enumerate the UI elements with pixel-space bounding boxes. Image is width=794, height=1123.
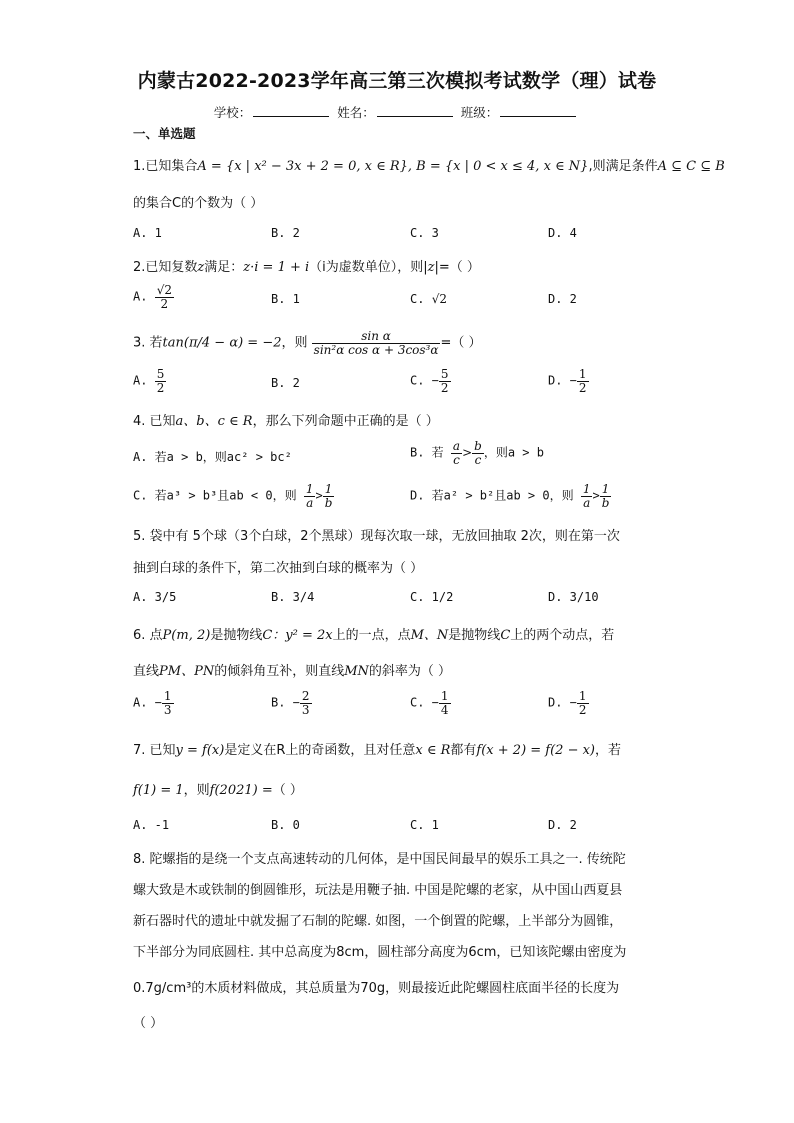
q5-option-d[interactable]: D. 3/10 — [548, 590, 599, 604]
q6-line-mn: MN — [344, 664, 369, 679]
q5-option-a[interactable]: A. 3/5 — [133, 590, 177, 604]
q4-option-b-label: B. 若 — [410, 445, 444, 460]
fraction-numerator: 1 — [305, 482, 314, 496]
fraction-numerator: 1 — [582, 482, 591, 496]
q1-option-b[interactable]: B. 2 — [271, 226, 300, 240]
fraction-numerator: 5 — [440, 367, 449, 381]
q3-option-a-fraction — [155, 368, 167, 394]
question-8-line-2: 螺大致是木或铁制的倒圆锥形，玩法是用鞭子抽. 中国是陀螺的老家，从中国山西夏县 — [133, 883, 623, 898]
q1-text: 1.已知集合 — [133, 159, 198, 174]
q4-option-c[interactable]: C. 若a³ > b³且ab < 0，则 $\frac{1}{a}$ > $\frac{1}{b}$ — [133, 482, 333, 510]
q6-text-i: 的斜率为（ ） — [368, 664, 452, 679]
q6-option-b-fraction — [300, 690, 312, 716]
q6-option-c-label: C. − — [410, 695, 439, 710]
q7-option-d[interactable]: D. 2 — [548, 818, 577, 832]
q2-option-a-label: A. — [133, 289, 148, 304]
fraction-denominator: a — [583, 495, 591, 510]
q3-text-c: =（ ） — [440, 335, 482, 351]
q4-text-b: ，那么下列命题中正确的是（ ） — [252, 414, 439, 429]
class-blank[interactable] — [500, 105, 576, 117]
q6-option-c[interactable] — [410, 690, 451, 716]
q1-option-a[interactable]: A. 1 — [133, 226, 162, 240]
question-1-line-1 — [133, 155, 725, 174]
q4-option-c-frac-2 — [323, 483, 335, 509]
q6-option-d-label: D. − — [548, 695, 577, 710]
q7-text-c: 都有 — [450, 743, 477, 758]
q3-expression — [312, 330, 441, 356]
q5-option-b[interactable]: B. 3/4 — [271, 590, 315, 604]
q6-option-b-label: B. − — [271, 695, 300, 710]
fraction-numerator: b — [474, 439, 482, 453]
q2-text-b: 满足： — [204, 260, 244, 275]
q6-option-b[interactable] — [271, 690, 312, 716]
question-7-line-2 — [133, 779, 303, 798]
fraction-denominator: 2 — [440, 380, 449, 395]
q6-option-a-label: A. − — [133, 695, 162, 710]
fraction-numerator: √2 — [156, 283, 172, 297]
q7-text: 7. 已知 — [133, 743, 176, 758]
q6-c: C — [500, 628, 511, 643]
q2-text: 2.已知复数 — [133, 260, 198, 275]
q6-text-f: 上的两个动点，若 — [510, 628, 615, 643]
q1-sets: A = {x | x² − 3x + 2 = 0, x ∈ R}, B = {x | 0 < x ≤ 4, x ∈ N} — [197, 159, 589, 174]
q2-text-d: |=（ ） — [434, 260, 480, 275]
q7-option-c[interactable]: C. 1 — [410, 818, 439, 832]
question-5-line-2: 抽到白球的条件下，第二次抽到白球的概率为（ ） — [133, 561, 424, 576]
q6-option-a-fraction — [162, 690, 174, 716]
q4-option-b[interactable] — [410, 440, 544, 466]
q6-parabola: C：y² = 2x — [262, 628, 333, 643]
q4-text: 4. 已知 — [133, 414, 176, 429]
q4-option-d[interactable]: D. 若a² > b²且ab > 0，则 $\frac{1}{a}$ > $\frac{1}{b}$ — [410, 482, 610, 510]
question-6-line-2 — [133, 660, 451, 679]
fraction-numerator: a — [452, 439, 461, 453]
q2-z-abs: z — [427, 260, 435, 275]
question-4-line-1 — [133, 410, 439, 429]
fraction-denominator: b — [324, 495, 333, 510]
q7-equation: f(x + 2) = f(2 − x) — [476, 743, 596, 758]
q6-option-d-fraction — [577, 690, 589, 716]
school-label: 学校： — [213, 105, 252, 120]
fraction-denominator: 4 — [440, 702, 449, 717]
q4-option-d-label: D. 若a² > b²且ab > 0，则 — [410, 488, 574, 503]
q3-option-c-label: C. − — [410, 373, 439, 388]
q4-vars: a、b、c ∈ R — [175, 414, 253, 429]
q7-f1: f(1) = 1 — [133, 783, 184, 798]
fraction-numerator: 1 — [600, 483, 612, 497]
q7-x-domain: x ∈ R — [415, 743, 451, 758]
q3-option-c-fraction — [439, 368, 451, 394]
q4-option-c-frac-1 — [304, 483, 316, 509]
q6-text-e: 是抛物线 — [448, 628, 501, 643]
q2-option-c-value: √2 — [431, 292, 447, 306]
q6-text-g: 直线 — [133, 664, 160, 679]
fraction-denominator: 3 — [301, 702, 310, 717]
q3-option-c[interactable] — [410, 368, 451, 394]
fraction-denominator: 2 — [160, 296, 169, 311]
question-6-line-1 — [133, 624, 614, 643]
question-8-line-3: 新石器时代的遗址中就发掘了石制的陀螺. 如图，一个倒置的陀螺，上半部分为圆锥， — [133, 914, 623, 929]
q6-text-h: 的倾斜角互补，则直线 — [214, 664, 345, 679]
question-5-line-1: 5. 袋中有 5个球（3个白球，2个黑球）现每次取一球，无放回抽取 2次，则在第一次 — [133, 529, 620, 544]
q4-option-c-label: C. 若a³ > b³且ab < 0，则 — [133, 488, 297, 503]
fraction-denominator: b — [601, 495, 610, 510]
question-2-line-1 — [133, 256, 480, 275]
q3-option-a-label: A. — [133, 373, 148, 388]
q1-option-c[interactable]: C. 3 — [410, 226, 439, 240]
q7-f2021: f(2021) = — [209, 783, 273, 798]
q6-lines: PM、PN — [159, 664, 215, 679]
q5-option-c[interactable]: C. 1/2 — [410, 590, 454, 604]
exam-title: 内蒙古2022-2023学年高三第三次模拟考试数学（理）试卷 — [137, 70, 657, 92]
q7-text-e: ，则 — [183, 783, 210, 798]
q4-option-b-frac-1 — [451, 440, 462, 466]
q2-z: z — [197, 260, 205, 275]
fraction-numerator: 1 — [578, 367, 587, 381]
fraction-denominator: 3 — [163, 702, 172, 717]
question-1-line-2: 的集合C的个数为（ ） — [133, 196, 264, 211]
q4-option-b-frac-2 — [472, 440, 484, 466]
fraction-numerator: 2 — [301, 689, 310, 703]
q7-option-b[interactable]: B. 0 — [271, 818, 300, 832]
q2-option-d[interactable]: D. 2 — [548, 292, 577, 306]
q3-option-a[interactable] — [133, 368, 166, 394]
fraction-denominator: sin²α cos α + 3cos³α — [313, 342, 439, 357]
q2-equation: z·i = 1 + i — [243, 260, 310, 275]
fraction-numerator: 1 — [440, 689, 449, 703]
q2-option-a[interactable] — [133, 284, 174, 310]
fraction-numerator: 1 — [323, 483, 335, 497]
q3-option-d[interactable] — [548, 368, 589, 394]
q3-option-b[interactable]: B. 2 — [271, 376, 300, 390]
q3-text-b: ，则 — [281, 335, 308, 351]
q6-points-mn: M、N — [410, 628, 449, 643]
fraction-numerator: 1 — [163, 689, 172, 703]
q2-option-c-label: C. — [410, 292, 425, 306]
q3-option-d-fraction — [577, 368, 589, 394]
q4-option-d-frac-1 — [581, 483, 593, 509]
q6-option-c-fraction — [439, 690, 451, 716]
q3-tan-condition: tan(π/4 − α) = −2 — [162, 335, 282, 351]
q7-option-a[interactable]: A. -1 — [133, 818, 170, 832]
fraction-denominator: 2 — [578, 380, 587, 395]
question-3-line-1 — [133, 330, 482, 356]
q2-text-c: （i为虚数单位），则| — [309, 260, 428, 275]
question-8-line-5: 0.7g/cm³的木质材料做成，其总质量为70g，则最接近此陀螺圆柱底面半径的长度为 — [133, 981, 620, 996]
q3-text: 3. 若 — [133, 335, 163, 351]
question-8-line-1: 8. 陀螺指的是绕一个支点高速转动的几何体，是中国民间最早的娱乐工具之一. 传统陀 — [133, 852, 626, 867]
question-7-line-1 — [133, 739, 621, 758]
fraction-denominator: 2 — [156, 380, 165, 395]
fraction-denominator: a — [306, 495, 314, 510]
q1-text-b: ,则满足条件 — [588, 159, 658, 174]
fraction-denominator: c — [474, 452, 482, 467]
name-blank[interactable] — [377, 105, 453, 117]
q2-option-c[interactable] — [410, 292, 447, 306]
q4-option-b-tail: ，则a > b — [483, 445, 544, 460]
q7-text-d: ，若 — [595, 743, 622, 758]
fraction-denominator: c — [453, 452, 460, 467]
q6-option-d[interactable] — [548, 690, 589, 716]
q4-option-d-frac-2 — [600, 483, 612, 509]
fraction-numerator: 5 — [156, 367, 165, 381]
q1-option-d[interactable]: D. 4 — [548, 226, 577, 240]
q4-option-b-gt: > — [462, 445, 473, 460]
fraction-numerator: 1 — [578, 689, 587, 703]
question-8-line-6: （ ） — [133, 1016, 164, 1031]
q6-text: 6. 点 — [133, 628, 163, 643]
question-8-line-4: 下半部分为同底圆柱. 其中总高度为8cm，圆柱部分高度为6cm，已知该陀螺由密度为 — [133, 945, 627, 960]
name-label: 姓名： — [337, 105, 375, 120]
class-label: 班级： — [460, 105, 499, 120]
q6-text-b: 是抛物线 — [210, 628, 263, 643]
school-blank[interactable] — [253, 105, 329, 117]
q2-option-a-fraction — [155, 284, 174, 310]
q6-point: P(m, 2) — [162, 628, 211, 643]
q6-option-a[interactable] — [133, 690, 174, 716]
q7-text-f: （ ） — [272, 783, 303, 798]
q6-text-d: 上的一点，点 — [332, 628, 411, 643]
fraction-denominator: 2 — [578, 702, 587, 717]
fraction-numerator: sin α — [312, 330, 441, 344]
q4-option-a[interactable]: A. 若a > b，则ac² > bc² — [133, 450, 292, 464]
q3-option-d-label: D. − — [548, 373, 577, 388]
student-info-line — [0, 103, 794, 121]
section-heading: 一、单选题 — [133, 126, 196, 141]
q7-text-b: 是定义在R上的奇函数，且对任意 — [224, 743, 416, 758]
q2-option-b[interactable]: B. 1 — [271, 292, 300, 306]
q7-function: y = f(x) — [175, 743, 225, 758]
q1-condition: A ⊆ C ⊆ B — [657, 159, 725, 174]
